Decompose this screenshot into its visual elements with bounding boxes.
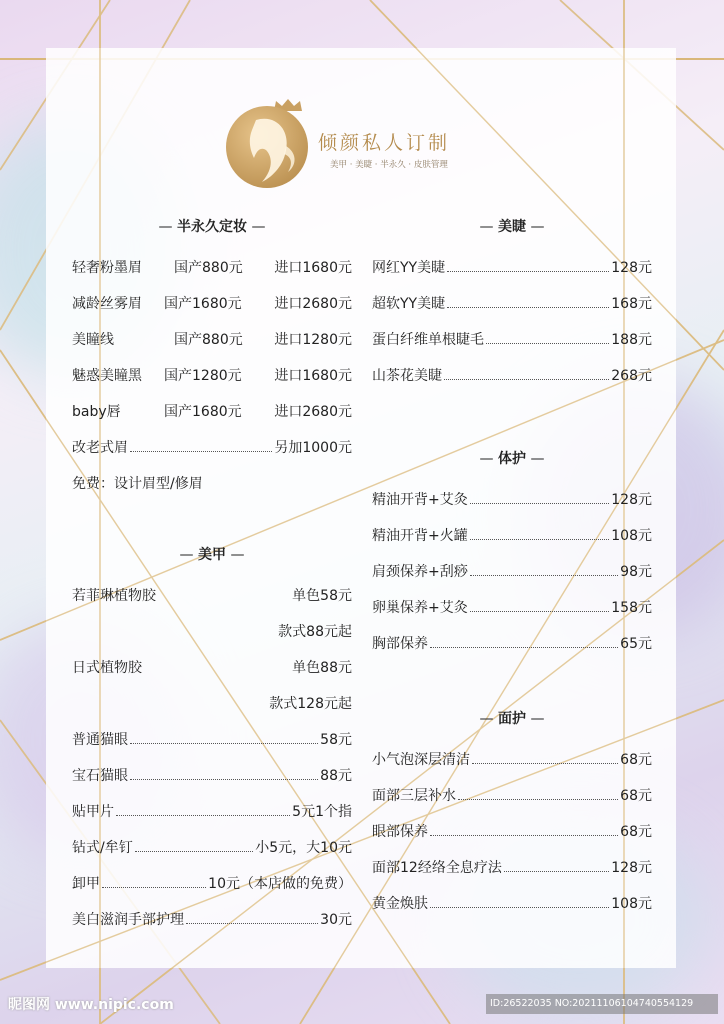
dot-leader bbox=[470, 539, 610, 540]
dot-leader bbox=[447, 307, 609, 308]
item-name: 若菲琳植物胶 bbox=[72, 588, 156, 604]
item-price: 108元 bbox=[611, 896, 652, 912]
item-name: 卵巢保养+艾灸 bbox=[372, 600, 468, 616]
list-item bbox=[372, 326, 652, 362]
item-price: 款式88元起 bbox=[278, 624, 352, 640]
list-item bbox=[72, 798, 352, 834]
item-name: 改老式眉 bbox=[72, 440, 128, 456]
item-price: 98元 bbox=[620, 564, 652, 580]
item-name: 普通猫眼 bbox=[72, 732, 128, 748]
dot-leader bbox=[102, 887, 206, 888]
list-item bbox=[72, 362, 352, 398]
item-name: 蛋白纤维单根睫毛 bbox=[372, 332, 484, 348]
section-title-lashes: — 美睫 — bbox=[372, 216, 652, 238]
domestic-price: 国产1680元 bbox=[164, 296, 242, 312]
list-item bbox=[372, 782, 652, 818]
item-name: 面部三层补水 bbox=[372, 788, 456, 804]
section-title-body: — 体护 — bbox=[372, 448, 652, 470]
item-price: 单色88元 bbox=[292, 660, 352, 676]
list-item bbox=[372, 254, 652, 290]
item-price: 88元 bbox=[320, 768, 352, 784]
item-price: 68元 bbox=[620, 752, 652, 768]
item-price: 另加1000元 bbox=[274, 440, 352, 456]
list-item bbox=[72, 618, 352, 654]
list-item bbox=[372, 818, 652, 854]
item-name: 肩颈保养+刮痧 bbox=[372, 564, 468, 580]
list-item bbox=[372, 362, 652, 398]
domestic-price: 国产880元 bbox=[174, 260, 243, 276]
item-name: 精油开背+艾灸 bbox=[372, 492, 468, 508]
domestic-price: 国产1680元 bbox=[164, 404, 242, 420]
list-item bbox=[372, 890, 652, 926]
imported-price: 进口2680元 bbox=[274, 404, 352, 420]
right-column bbox=[372, 216, 652, 926]
brand-subtitle: 美甲 · 美睫 · 半永久 · 皮肤管理 bbox=[330, 160, 448, 170]
item-name: 日式植物胶 bbox=[72, 660, 142, 676]
item-name: 黄金焕肤 bbox=[372, 896, 428, 912]
item-name: 美瞳线 bbox=[72, 332, 114, 348]
list-item bbox=[72, 762, 352, 798]
left-column bbox=[72, 216, 352, 942]
list-item bbox=[372, 486, 652, 522]
item-name: 钻式/牟钉 bbox=[72, 840, 133, 856]
imported-price: 进口1680元 bbox=[274, 368, 352, 384]
item-price: 10元（本店做的免费） bbox=[208, 876, 352, 892]
item-name: 宝石猫眼 bbox=[72, 768, 128, 784]
dot-leader bbox=[470, 503, 610, 504]
item-name: 小气泡深层清洁 bbox=[372, 752, 470, 768]
item-price: 58元 bbox=[320, 732, 352, 748]
list-item bbox=[372, 558, 652, 594]
imported-price: 进口2680元 bbox=[274, 296, 352, 312]
item-price: 158元 bbox=[611, 600, 652, 616]
section-gap bbox=[72, 506, 352, 544]
list-item bbox=[72, 654, 352, 690]
imported-price: 进口1680元 bbox=[274, 260, 352, 276]
item-price: 65元 bbox=[620, 636, 652, 652]
item-price: 188元 bbox=[611, 332, 652, 348]
item-price: 30元 bbox=[320, 912, 352, 928]
list-item bbox=[72, 870, 352, 906]
dot-leader bbox=[135, 851, 254, 852]
section-title-semi-permanent: — 半永久定妆 — bbox=[72, 216, 352, 238]
list-item bbox=[372, 594, 652, 630]
dot-leader bbox=[504, 871, 609, 872]
item-name: 卸甲 bbox=[72, 876, 100, 892]
list-item bbox=[72, 906, 352, 942]
list-item bbox=[372, 522, 652, 558]
dot-leader bbox=[130, 779, 318, 780]
dot-leader bbox=[130, 451, 272, 452]
dot-leader bbox=[444, 379, 609, 380]
list-item bbox=[72, 398, 352, 434]
item-price: 128元 bbox=[611, 860, 652, 876]
item-price: 128元 bbox=[611, 260, 652, 276]
dot-leader bbox=[430, 907, 609, 908]
item-price: 268元 bbox=[611, 368, 652, 384]
free-note-text: 免费：设计眉型/修眉 bbox=[72, 476, 203, 492]
item-price: 128元 bbox=[611, 492, 652, 508]
item-name: 轻奢粉墨眉 bbox=[72, 260, 142, 276]
dot-leader bbox=[486, 343, 609, 344]
section-title-nails: — 美甲 — bbox=[72, 544, 352, 566]
list-item bbox=[372, 746, 652, 782]
item-name: 精油开背+火罐 bbox=[372, 528, 468, 544]
lady-silhouette-icon bbox=[226, 106, 308, 188]
list-item bbox=[72, 690, 352, 726]
item-name: 超软YY美睫 bbox=[372, 296, 446, 312]
list-item bbox=[72, 254, 352, 290]
item-name: 贴甲片 bbox=[72, 804, 114, 820]
dot-leader bbox=[470, 611, 610, 612]
free-note bbox=[72, 470, 352, 506]
item-name: 网红YY美睫 bbox=[372, 260, 446, 276]
domestic-price: 国产880元 bbox=[174, 332, 243, 348]
list-item bbox=[72, 834, 352, 870]
item-price: 68元 bbox=[620, 788, 652, 804]
brand-logo bbox=[226, 98, 476, 190]
item-price: 168元 bbox=[611, 296, 652, 312]
item-name: 眼部保养 bbox=[372, 824, 428, 840]
dot-leader bbox=[116, 815, 290, 816]
item-price: 小5元，大10元 bbox=[255, 840, 352, 856]
item-name: 胸部保养 bbox=[372, 636, 428, 652]
brand-title: 倾颜私人订制 bbox=[318, 132, 451, 154]
dot-leader bbox=[130, 743, 318, 744]
list-item bbox=[72, 726, 352, 762]
list-item bbox=[372, 290, 652, 326]
dot-leader bbox=[472, 763, 618, 764]
imported-price: 进口1280元 bbox=[274, 332, 352, 348]
section-gap bbox=[372, 666, 652, 708]
dot-leader bbox=[430, 647, 618, 648]
dot-leader bbox=[430, 835, 618, 836]
item-price: 108元 bbox=[611, 528, 652, 544]
list-item bbox=[72, 434, 352, 470]
item-name: 减龄丝雾眉 bbox=[72, 296, 142, 312]
watermark-site: 昵图网 www.nipic.com bbox=[8, 997, 174, 1013]
item-name: 面部12经络全息疗法 bbox=[372, 860, 502, 876]
list-item bbox=[372, 630, 652, 666]
item-name: baby唇 bbox=[72, 404, 121, 420]
item-name: 魅惑美瞳黑 bbox=[72, 368, 142, 384]
item-name: 美白滋润手部护理 bbox=[72, 912, 184, 928]
item-price: 单色58元 bbox=[292, 588, 352, 604]
section-title-face: — 面护 — bbox=[372, 708, 652, 730]
item-price: 款式128元起 bbox=[269, 696, 352, 712]
dot-leader bbox=[186, 923, 318, 924]
item-price: 68元 bbox=[620, 824, 652, 840]
item-name: 山茶花美睫 bbox=[372, 368, 442, 384]
item-price: 5元1个指 bbox=[292, 804, 352, 820]
dot-leader bbox=[447, 271, 609, 272]
list-item bbox=[72, 290, 352, 326]
list-item bbox=[72, 582, 352, 618]
domestic-price: 国产1280元 bbox=[164, 368, 242, 384]
dot-leader bbox=[458, 799, 618, 800]
dot-leader bbox=[470, 575, 618, 576]
section-gap bbox=[372, 398, 652, 448]
list-item bbox=[372, 854, 652, 890]
list-item bbox=[72, 326, 352, 362]
watermark-id: ID:26522035 NO:20211106104740554129 bbox=[486, 994, 718, 1014]
